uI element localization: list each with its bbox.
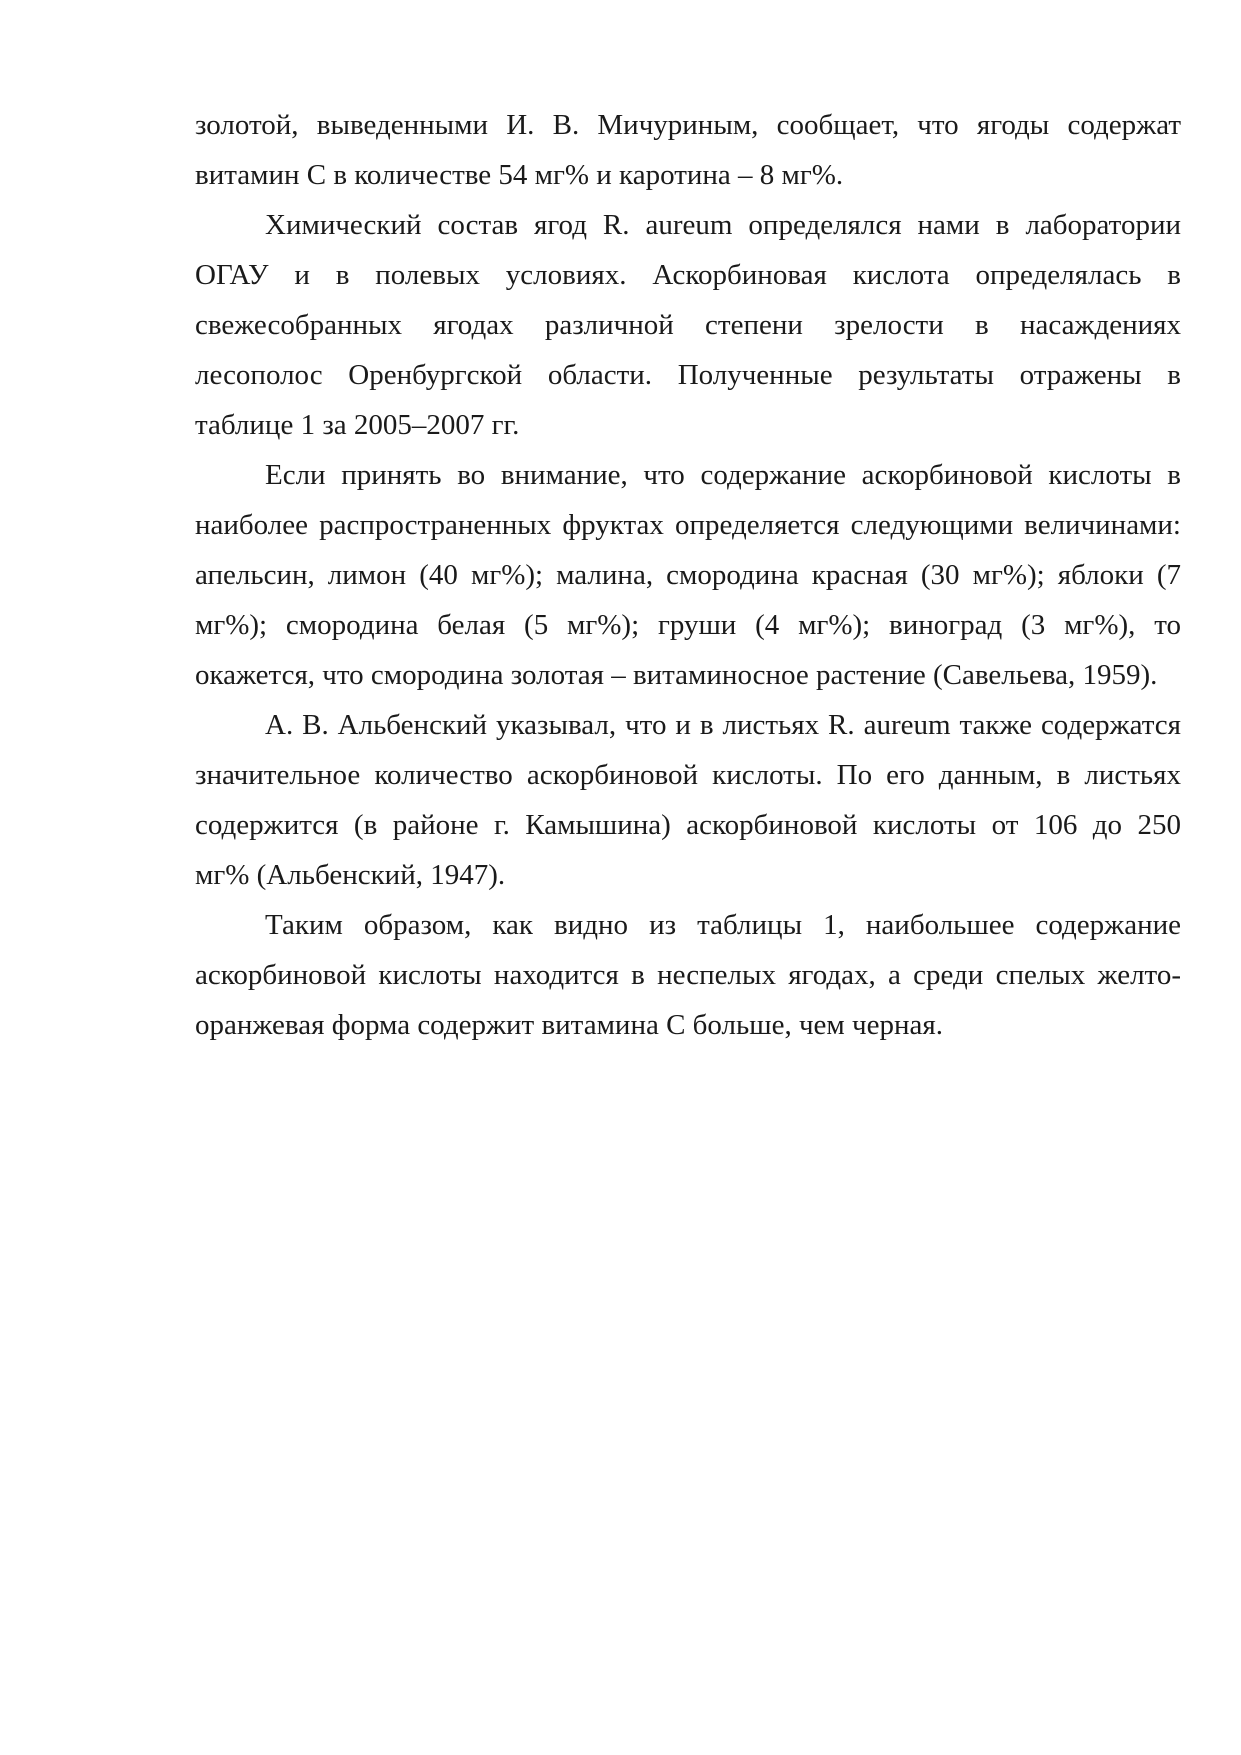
text-line: А. В. Альбенский указывал, что и в листьях R. aureum также содержатся (265, 709, 1181, 741)
text-line: аскорбиновой кислоты находится в неспелых ягодах, а среди спелых желто- (195, 959, 1181, 991)
text-line: значительное количество аскорбиновой кислоты. По его данным, в листьях (195, 759, 1181, 791)
text-line: свежесобранных ягодах различной степени зрелости в насаждениях (195, 309, 1181, 341)
text-line: оранжевая форма содержит витамина С больше, чем черная. (195, 1009, 943, 1041)
text-line: таблице 1 за 2005–2007 гг. (195, 409, 520, 441)
text-line: Если принять во внимание, что содержание аскорбиновой кислоты в (265, 459, 1181, 491)
text-line: витамин С в количестве 54 мг% и каротина – 8 мг%. (195, 159, 844, 191)
text-line: содержится (в районе г. Камышина) аскорбиновой кислоты от 106 до 250 (195, 809, 1181, 841)
document-text (195, 100, 1181, 1050)
text-line: мг%); смородина белая (5 мг%); груши (4 мг%); виноград (3 мг%), то (195, 609, 1181, 641)
text-line: лесополос Оренбургской области. Полученные результаты отражены в (195, 359, 1181, 391)
text-line: мг% (Альбенский, 1947). (195, 859, 506, 891)
text-line: окажется, что смородина золотая – витаминосное растение (Савельева, 1959). (195, 659, 1158, 691)
text-line: золотой, выведенными И. В. Мичуриным, сообщает, что ягоды содержат (195, 109, 1181, 141)
text-line: Химический состав ягод R. aureum определялся нами в лаборатории (265, 209, 1181, 241)
text-line: апельсин, лимон (40 мг%); малина, смородина красная (30 мг%); яблоки (7 (195, 559, 1181, 591)
text-line: Таким образом, как видно из таблицы 1, наибольшее содержание (265, 909, 1181, 941)
text-line: наиболее распространенных фруктах определяется следующими величинами: (195, 509, 1181, 541)
text-line: ОГАУ и в полевых условиях. Аскорбиновая кислота определялась в (195, 259, 1181, 291)
